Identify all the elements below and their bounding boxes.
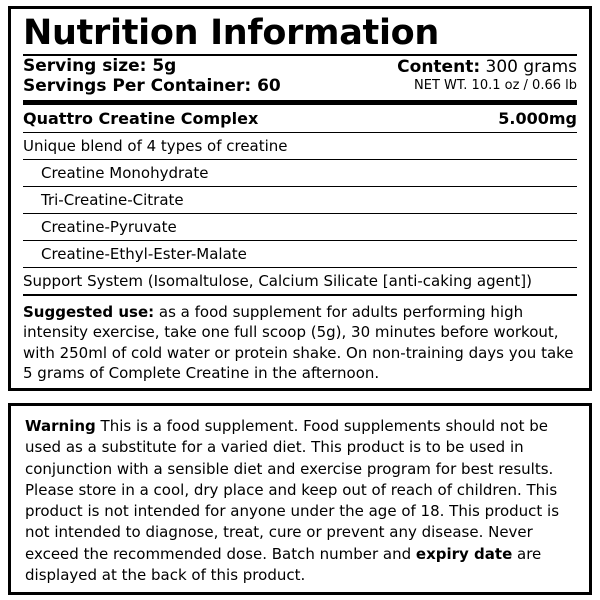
content-prefix-label: Content: bbox=[397, 56, 481, 77]
creatine-type-item: Creatine-Pyruvate bbox=[41, 218, 177, 237]
suggested-use-paragraph bbox=[23, 296, 577, 383]
suggested-use-label: Suggested use: bbox=[23, 303, 155, 322]
content-line bbox=[397, 57, 577, 77]
serving-summary-row bbox=[23, 56, 577, 100]
main-ingredient-row bbox=[23, 105, 577, 132]
creatine-type-item: Creatine Monohydrate bbox=[41, 164, 209, 183]
expiry-date-emphasis: expiry date bbox=[415, 544, 513, 563]
serving-size-label: Serving size: 5g bbox=[23, 55, 177, 76]
content-block bbox=[397, 56, 577, 95]
support-system-row: Support System (Isomaltulose, Calcium Silicate [anti-caking agent]) bbox=[23, 272, 532, 291]
warning-paragraph bbox=[25, 416, 577, 586]
content-value-label: 300 grams bbox=[485, 56, 577, 77]
warning-panel bbox=[8, 403, 592, 595]
suggested-use-text: as a food supplement for adults performing high intensity exercise, take one full scoop (5g), 30 minutes before workout, with 250ml of cold water or protein shake. On non-training days you take 5 grams of Complete Creatine in the afternoon. bbox=[23, 303, 574, 382]
warning-text-part-2: are displayed at the back of this product. bbox=[25, 544, 542, 585]
main-ingredient-amount: 5.000mg bbox=[498, 109, 577, 129]
nutrition-information-panel bbox=[8, 6, 592, 391]
servings-per-container-label: Servings Per Container: 60 bbox=[23, 76, 281, 97]
serving-left-block bbox=[23, 56, 281, 97]
creatine-type-item: Tri-Creatine-Citrate bbox=[41, 191, 184, 210]
warning-label: Warning bbox=[25, 417, 96, 435]
creatine-type-item: Creatine-Ethyl-Ester-Malate bbox=[41, 245, 247, 264]
main-ingredient-name: Quattro Creatine Complex bbox=[23, 109, 259, 129]
page-title: Nutrition Information bbox=[23, 13, 440, 53]
net-weight-label: NET WT. 10.1 oz / 0.66 lb bbox=[414, 78, 577, 94]
warning-text-part-1: This is a food supplement. Food supplements should not be used as a substitute for a varied diet. This product is to be used in conjunction with a sensible diet and exercise program for best results. Please store in a cool, dry place and keep out of reach of children. This product is not intended for anyone under the age of 18. This product is not intended to diagnose, treat, cure or prevent any disease. Never exceed the recommended dose. Batch number and bbox=[25, 417, 560, 563]
blend-description: Unique blend of 4 types of creatine bbox=[23, 137, 288, 156]
